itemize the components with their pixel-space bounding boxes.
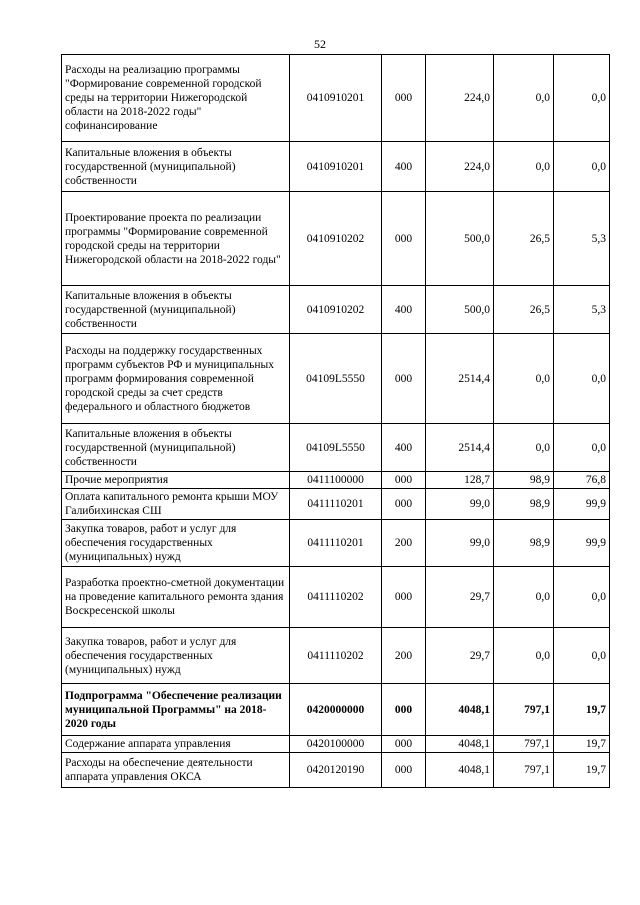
table-row: [62, 424, 610, 472]
row-expense-type: 000: [382, 334, 426, 424]
table-row: [62, 192, 610, 286]
row-actual-value: 0,0: [494, 142, 554, 192]
row-percent: 0,0: [554, 628, 610, 684]
row-name: Содержание аппарата управления: [62, 736, 290, 753]
row-plan-value: 99,0: [426, 489, 494, 520]
row-actual-value: 0,0: [494, 567, 554, 628]
row-code: 0410910201: [290, 142, 382, 192]
row-actual-value: 98,9: [494, 472, 554, 489]
row-percent: 76,8: [554, 472, 610, 489]
row-plan-value: 224,0: [426, 142, 494, 192]
row-expense-type: 000: [382, 684, 426, 736]
row-code: 04109L5550: [290, 334, 382, 424]
row-expense-type: 000: [382, 753, 426, 788]
row-name: Разработка проектно-сметной документации на проведение капитального ремонта здания Воскресенской школы: [62, 567, 290, 628]
row-plan-value: 29,7: [426, 628, 494, 684]
row-plan-value: 500,0: [426, 192, 494, 286]
row-actual-value: 0,0: [494, 55, 554, 142]
row-code: 0411110201: [290, 489, 382, 520]
row-actual-value: 26,5: [494, 192, 554, 286]
row-actual-value: 797,1: [494, 753, 554, 788]
row-expense-type: 000: [382, 489, 426, 520]
row-percent: 19,7: [554, 684, 610, 736]
row-name: Закупка товаров, работ и услуг для обеспечения государственных (муниципальных) нужд: [62, 520, 290, 567]
row-name: Капитальные вложения в объекты государственной (муниципальной) собственности: [62, 424, 290, 472]
row-name: Подпрограмма "Обеспечение реализации муниципальной Программы" на 2018-2020 годы: [62, 684, 290, 736]
table-row: [62, 520, 610, 567]
row-expense-type: 000: [382, 472, 426, 489]
row-code: 0411110201: [290, 520, 382, 567]
row-name: Оплата капитального ремонта крыши МОУ Галибихинская СШ: [62, 489, 290, 520]
row-code: 04109L5550: [290, 424, 382, 472]
row-percent: 0,0: [554, 142, 610, 192]
row-expense-type: 400: [382, 142, 426, 192]
row-plan-value: 4048,1: [426, 736, 494, 753]
row-percent: 5,3: [554, 192, 610, 286]
page-number: 52: [314, 37, 326, 51]
row-percent: 0,0: [554, 567, 610, 628]
row-code: 0420100000: [290, 736, 382, 753]
row-code: 0410910202: [290, 192, 382, 286]
row-plan-value: 4048,1: [426, 684, 494, 736]
row-plan-value: 99,0: [426, 520, 494, 567]
row-percent: 19,7: [554, 753, 610, 788]
row-plan-value: 2514,4: [426, 424, 494, 472]
row-name: Расходы на поддержку государственных программ субъектов РФ и муниципальных программ формирования современной городской среды за счет средств федерального и областного бюджетов: [62, 334, 290, 424]
row-actual-value: 0,0: [494, 424, 554, 472]
row-actual-value: 26,5: [494, 286, 554, 334]
row-expense-type: 200: [382, 628, 426, 684]
row-code: 0420000000: [290, 684, 382, 736]
row-actual-value: 0,0: [494, 628, 554, 684]
row-plan-value: 4048,1: [426, 753, 494, 788]
row-code: 0411110202: [290, 567, 382, 628]
row-plan-value: 128,7: [426, 472, 494, 489]
row-percent: 99,9: [554, 489, 610, 520]
table-row: [62, 753, 610, 788]
row-name: Капитальные вложения в объекты государственной (муниципальной) собственности: [62, 286, 290, 334]
row-percent: 0,0: [554, 55, 610, 142]
row-name: Капитальные вложения в объекты государственной (муниципальной) собственности: [62, 142, 290, 192]
row-name: Закупка товаров, работ и услуг для обеспечения государственных (муниципальных) нужд: [62, 628, 290, 684]
table-row: [62, 736, 610, 753]
row-plan-value: 500,0: [426, 286, 494, 334]
table-row: [62, 142, 610, 192]
row-expense-type: 000: [382, 192, 426, 286]
table-row: [62, 628, 610, 684]
row-percent: 0,0: [554, 424, 610, 472]
table-row: [62, 684, 610, 736]
row-percent: 5,3: [554, 286, 610, 334]
row-actual-value: 98,9: [494, 520, 554, 567]
row-code: 0411110202: [290, 628, 382, 684]
row-code: 0410910201: [290, 55, 382, 142]
row-name: Расходы на реализацию программы "Формирование современной городской среды на территории Нижегородской области на 2018-2022 годы" софинансирование: [62, 55, 290, 142]
row-name: Прочие мероприятия: [62, 472, 290, 489]
row-plan-value: 2514,4: [426, 334, 494, 424]
table-row: [62, 334, 610, 424]
table-row: [62, 489, 610, 520]
table-row: [62, 286, 610, 334]
table-row: [62, 55, 610, 142]
row-actual-value: 797,1: [494, 736, 554, 753]
row-expense-type: 000: [382, 567, 426, 628]
row-name: Расходы на обеспечение деятельности аппарата управления ОКСА: [62, 753, 290, 788]
row-actual-value: 797,1: [494, 684, 554, 736]
row-plan-value: 224,0: [426, 55, 494, 142]
row-expense-type: 400: [382, 286, 426, 334]
row-percent: 99,9: [554, 520, 610, 567]
row-plan-value: 29,7: [426, 567, 494, 628]
row-code: 0411100000: [290, 472, 382, 489]
row-expense-type: 000: [382, 736, 426, 753]
row-code: 0420120190: [290, 753, 382, 788]
row-expense-type: 200: [382, 520, 426, 567]
budget-table: [61, 54, 610, 788]
table-row: [62, 567, 610, 628]
row-code: 0410910202: [290, 286, 382, 334]
row-actual-value: 98,9: [494, 489, 554, 520]
row-expense-type: 400: [382, 424, 426, 472]
row-percent: 0,0: [554, 334, 610, 424]
row-percent: 19,7: [554, 736, 610, 753]
table-row: [62, 472, 610, 489]
row-actual-value: 0,0: [494, 334, 554, 424]
row-expense-type: 000: [382, 55, 426, 142]
row-name: Проектирование проекта по реализации программы "Формирование современной городской среды на территории Нижегородской области на 2018-2022 годы": [62, 192, 290, 286]
